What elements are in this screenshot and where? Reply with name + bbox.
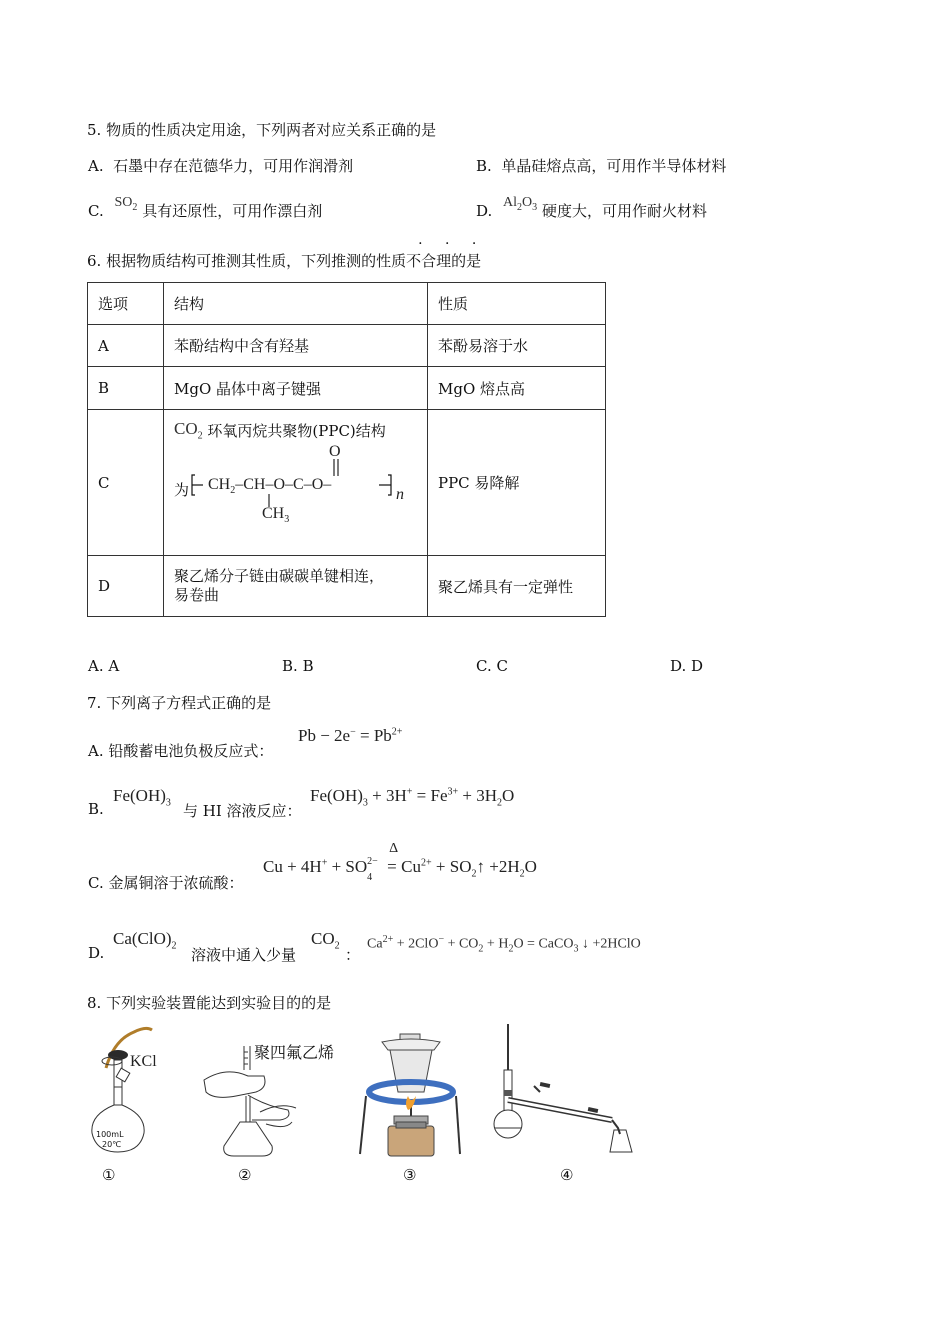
formula-c: Cu + 4H+ + SO 2− 4 Δ = $Cu^{2+}$ + $SO_2↑ +2H_2O$ bbox=[263, 841, 537, 883]
figure-crucible-setup bbox=[356, 1026, 466, 1162]
option-text: 具有还原性，可用作漂白剂 bbox=[142, 202, 323, 220]
table-row bbox=[88, 410, 606, 556]
flask-volume-label: 100mL bbox=[96, 1130, 124, 1139]
feoh3-reagent: $Fe(OH)_3$ bbox=[113, 786, 171, 809]
option-label: D. bbox=[476, 202, 493, 220]
header-option: 选项 bbox=[88, 283, 164, 325]
q7-stem: 7. 下列离子方程式正确的是 bbox=[87, 694, 272, 712]
cell-property: 苯酚易溶于水 bbox=[428, 325, 606, 367]
q7-option-c: C. 金属铜溶于浓硫酸： bbox=[88, 874, 244, 892]
cell-structure-ppc: $CO_2$ 环氧丙烷共聚物(PPC)结构 为 $CH_2-CH-O-C-O-$ O $CH_3$ n bbox=[164, 410, 428, 556]
figure-3-number: ③ bbox=[403, 1166, 417, 1184]
q6-answer-b: B. B bbox=[282, 657, 314, 675]
co2-gas: $CO_2$ bbox=[311, 929, 340, 952]
cell-property: 聚乙烯具有一定弹性 bbox=[428, 556, 606, 617]
ppc-n: n bbox=[396, 486, 404, 504]
distillation-svg bbox=[492, 1020, 637, 1160]
q6-answer-a: A. A bbox=[88, 657, 120, 675]
formula-d: $Ca^{2+} + 2ClO^- + CO_2 + H_2O$ = CaCO$_3$ ↓ +2HClO bbox=[367, 934, 641, 955]
figure-2-number: ② bbox=[238, 1166, 252, 1184]
cell-option: D bbox=[88, 556, 164, 617]
q7-option-d-text: 溶液中通入少量 bbox=[191, 946, 297, 964]
option-label: C. bbox=[88, 202, 104, 220]
cell-structure: 苯酚结构中含有羟基 bbox=[164, 325, 428, 367]
q7-option-b: B. bbox=[88, 800, 104, 818]
table-row bbox=[88, 556, 606, 617]
header-structure: 结构 bbox=[164, 283, 428, 325]
crucible-svg bbox=[356, 1026, 466, 1162]
q5-option-d bbox=[476, 195, 707, 223]
q7-option-d: D. bbox=[88, 944, 105, 962]
caclo2-reagent: $Ca(ClO)_2$ bbox=[113, 929, 177, 952]
delta-symbol: Δ bbox=[389, 841, 399, 856]
emphasis-dots: · · · bbox=[418, 236, 486, 252]
cell-property: MgO 熔点高 bbox=[428, 367, 606, 410]
kcl-label: KCl bbox=[130, 1053, 157, 1070]
so2-formula: $SO_2$ bbox=[114, 195, 138, 213]
ppc-main-chain: $CH_2-CH-O-C-O-$ bbox=[208, 476, 332, 497]
q8-stem: 8. 下列实验装置能达到实验目的的是 bbox=[87, 994, 332, 1012]
cell-property: PPC 易降解 bbox=[428, 410, 606, 556]
figure-distillation bbox=[492, 1020, 637, 1160]
option-text: 单晶硅熔点高，可用作半导体材料 bbox=[501, 157, 727, 175]
cell-option: B bbox=[88, 367, 164, 410]
cell-structure: 聚乙烯分子链由碳碳单键相连， 易卷曲 bbox=[164, 556, 428, 617]
table-row bbox=[88, 325, 606, 367]
figure-1-number: ① bbox=[102, 1166, 116, 1184]
option-label: A. bbox=[88, 157, 104, 175]
option-text: 硬度大，可用作耐火材料 bbox=[541, 202, 707, 220]
table-row bbox=[88, 367, 606, 410]
ptfe-label: 聚四氟乙烯 bbox=[254, 1043, 335, 1062]
table-header-row bbox=[88, 283, 606, 325]
ppc-structure: 为 $CH_2-CH-O-C-O-$ O $CH_3$ n bbox=[174, 445, 417, 535]
q6-answer-d: D. D bbox=[670, 657, 704, 675]
q7-option-a: A. 铅酸蓄电池负极反应式： bbox=[88, 742, 274, 760]
header-property: 性质 bbox=[428, 283, 606, 325]
flask-temp-label: 20℃ bbox=[102, 1140, 122, 1149]
option-text: 石墨中存在范德华力，可用作润滑剂 bbox=[113, 157, 354, 175]
q5-option-a bbox=[88, 155, 353, 176]
cell-structure: MgO 晶体中离子键强 bbox=[164, 367, 428, 410]
co2-formula: $CO_2$ bbox=[174, 419, 203, 442]
formula-a: $Pb - 2e^- = Pb^{2+}$ bbox=[298, 726, 403, 745]
q7-option-b-text: 与 HI 溶液反应： bbox=[183, 802, 302, 820]
q7-option-d-colon: ： bbox=[345, 946, 361, 964]
figure-4-number: ④ bbox=[560, 1166, 574, 1184]
figure-burette bbox=[196, 1040, 346, 1160]
ppc-methyl: $CH_3$ bbox=[262, 505, 290, 526]
q5-option-c bbox=[88, 195, 323, 223]
q5-option-b bbox=[476, 155, 726, 176]
volumetric-flask-svg bbox=[84, 1020, 174, 1160]
ppc-carbonyl-o: O bbox=[329, 443, 341, 461]
cell-option: A bbox=[88, 325, 164, 367]
q5-stem: 5. 物质的性质决定用途，下列两者对应关系正确的是 bbox=[87, 121, 437, 139]
al2o3-formula: $Al_2O_3$ bbox=[503, 195, 538, 213]
cell-option: C bbox=[88, 410, 164, 556]
q6-answer-c: C. C bbox=[476, 657, 508, 675]
option-label: B. bbox=[476, 157, 492, 175]
q6-stem: 6. 根据物质结构可推测其性质，下列推测的性质 · · · 不合理的是 bbox=[87, 236, 486, 270]
q6-table bbox=[87, 282, 606, 617]
emphasis-not-reasonable: · · · 不合理 bbox=[406, 236, 486, 270]
formula-b: $Fe(OH)_3 + 3H^+ = Fe^{3+} + 3H_2O$ bbox=[310, 786, 515, 809]
figure-volumetric-flask bbox=[84, 1020, 174, 1160]
